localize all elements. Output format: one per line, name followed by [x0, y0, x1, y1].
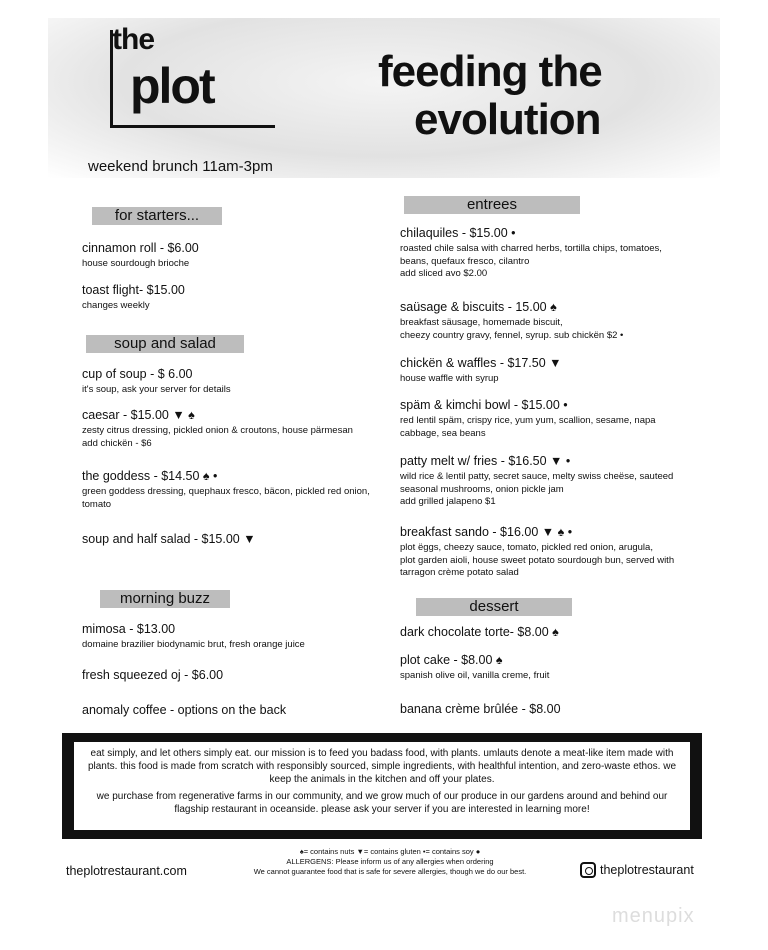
menu-item-description: tarragon crème potato salad	[400, 567, 519, 578]
tagline-line-2: evolution	[414, 95, 601, 144]
logo-plot: plot	[130, 58, 214, 114]
menu-item-description: plot garden aioli, house sweet potato sourdough bun, served with	[400, 554, 675, 566]
tagline	[378, 48, 602, 144]
menu-item-name: saüsage & biscuits - 15.00 ♠	[400, 300, 557, 314]
instagram-handle[interactable]	[580, 862, 694, 878]
menu-item	[82, 703, 400, 720]
menu-item	[400, 702, 730, 719]
menu-item-name: dark chocolate torte- $8.00 ♠	[400, 625, 559, 639]
section-title: entrees	[404, 196, 580, 214]
menu-item-description: tomato	[82, 498, 112, 510]
menu-item-name: toast flight- $15.00	[82, 283, 185, 297]
menu-item-name: chilaquiles - $15.00 •	[400, 226, 516, 240]
section-title: soup and salad	[86, 335, 244, 353]
menu-item-name: patty melt w/ fries - $16.50 ▼ •	[400, 454, 571, 468]
menu-item-description: add sliced avo $2.00	[400, 268, 488, 279]
brunch-hours: weekend brunch 11am-3pm	[88, 158, 273, 175]
menu-item-description: it's soup, ask your server for details	[82, 384, 231, 395]
menu-item-description: cabbage, sea beans	[400, 427, 486, 439]
menu-item-name: mimosa - $13.00	[82, 622, 176, 636]
menu-item-name: cup of soup - $ 6.00	[82, 367, 193, 381]
menu-item	[82, 532, 400, 549]
instagram-icon	[580, 862, 596, 878]
section-title: dessert	[416, 598, 572, 616]
menu-item	[82, 241, 400, 271]
menu-item	[400, 454, 730, 509]
menu-item	[82, 367, 400, 397]
menu-item	[400, 525, 730, 580]
menu-item-name: späm & kimchi bowl - $15.00 •	[400, 398, 568, 412]
menu-item	[82, 668, 400, 685]
menu-item-name: banana crème brûlée - $8.00	[400, 702, 561, 716]
website-link[interactable]: theplotrestaurant.com	[66, 864, 187, 878]
allergen-notice: ALLERGENS: Please inform us of any allergies when ordering	[286, 857, 494, 866]
menu-item	[400, 300, 730, 342]
menu-item-name: anomaly coffee - options on the back	[82, 703, 287, 717]
menu-item-description: spanish olive oil, vanilla creme, fruit	[400, 670, 550, 681]
menu-item-description: house sourdough brioche	[82, 258, 190, 269]
section-title: morning buzz	[100, 590, 230, 608]
menu-item-description: red lentil späm, crispy rice, yum yum, scallion, sesame, napa	[400, 415, 656, 426]
menu-item-name: cinnamon roll - $6.00	[82, 241, 199, 255]
menu-item-name: fresh squeezed oj - $6.00	[82, 668, 224, 682]
menu-item	[82, 622, 400, 652]
menu-item	[400, 226, 730, 281]
menu-item-name: breakfast sando - $16.00 ▼ ♠ •	[400, 525, 573, 539]
mission-paragraph-2: we purchase from regenerative farms in our community, and we grow much of our produce in our gardens around and behind our flagship restaurant in oceanside. please ask your server if you are interested in learning more!	[96, 791, 668, 815]
menu-item	[82, 283, 400, 313]
allergen-info	[240, 847, 540, 877]
menu-item-description: roasted chile salsa with charred herbs, tortilla chips, tomatoes,	[400, 243, 662, 254]
menu-item-description: add chickën - $6	[82, 437, 152, 449]
menu-item-description: changes weekly	[82, 300, 150, 311]
menu-item-description: wild rice & lentil patty, secret sauce, melty swiss cheëse, sauteed	[400, 471, 674, 482]
menu-item-description: plot ëggs, cheezy sauce, tomato, pickled red onion, arugula,	[400, 542, 653, 553]
section-title: for starters...	[92, 207, 222, 225]
menu-item-name: plot cake - $8.00 ♠	[400, 653, 503, 667]
logo-the: the	[112, 23, 154, 56]
tagline-line-1: feeding the	[378, 47, 602, 96]
menu-item	[400, 356, 730, 386]
menu-item-name: caesar - $15.00 ▼ ♠	[82, 408, 195, 422]
menu-item-name: chickën & waffles - $17.50 ▼	[400, 356, 562, 370]
mission-paragraph-1: eat simply, and let others simply eat. our mission is to feed you badass food, with plants. umlauts denote a meat-like item made with plants. this food is made from scratch with responsibly sourced, simple ingredients, with healthful intention, and zero-waste ethos. we keep the animals in the kitchen and off your plates.	[87, 748, 677, 785]
menu-item	[400, 625, 730, 642]
menu-item-description: seasonal mushrooms, onion pickle jam	[400, 483, 564, 495]
menu-item-description: house waffle with syrup	[400, 373, 499, 384]
allergen-disclaimer: We cannot guarantee food that is safe for severe allergies, though we do our best.	[253, 867, 527, 876]
menu-item-description: domaine brazilier biodynamic brut, fresh orange juice	[82, 639, 305, 650]
allergen-legend: ♠= contains nuts ▼= contains gluten •= contains soy ●	[299, 847, 481, 856]
menu-item-description: breakfast säusage, homemade biscuit,	[400, 317, 563, 328]
menu-item	[82, 408, 400, 450]
menu-item	[400, 653, 730, 683]
menu-item-name: the goddess - $14.50 ♠ •	[82, 469, 218, 483]
instagram-label: theplotrestaurant	[600, 862, 694, 877]
menu-item-description: green goddess dressing, quephaux fresco, bäcon, pickled red onion,	[82, 486, 370, 497]
menu-item-description: add grilled jalapeno $1	[400, 496, 496, 507]
menu-item-description: cheezy country gravy, fennel, syrup. sub chickën $2 •	[400, 329, 624, 341]
watermark: menupix	[612, 905, 695, 927]
menu-item	[82, 469, 400, 511]
menu-item-description: zesty citrus dressing, pickled onion & croutons, house pärmesan	[82, 425, 353, 436]
menu-item-description: beans, quefaux fresco, cilantro	[400, 255, 530, 267]
menu-item	[400, 398, 730, 440]
mission-statement	[62, 733, 702, 839]
menu-item-name: soup and half salad - $15.00 ▼	[82, 532, 256, 546]
